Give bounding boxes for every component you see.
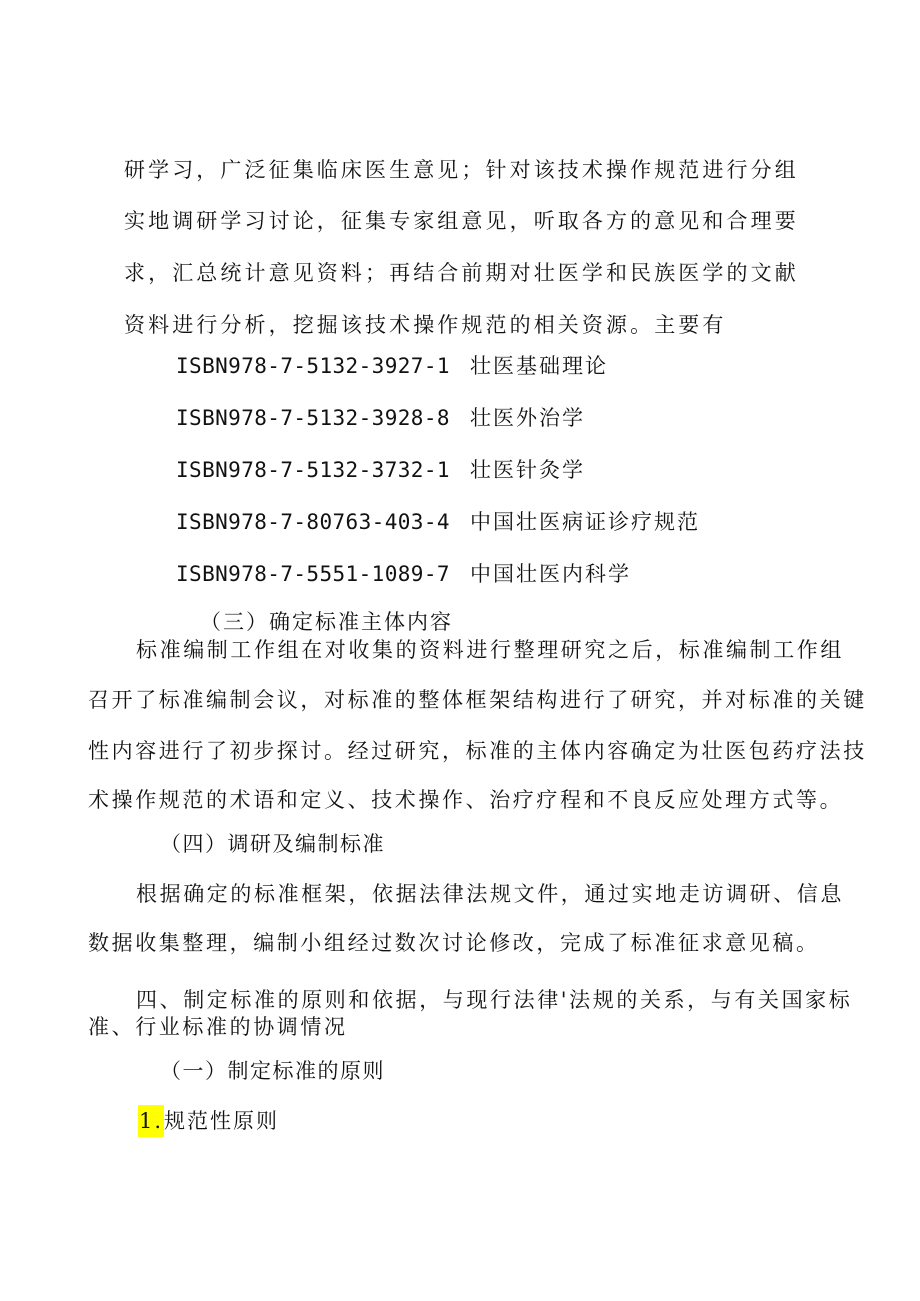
reference-isbn: ISBN978-7-5551-1089-7 [176,562,450,586]
reference-title: 中国壮医内科学 [470,562,631,586]
item-label: 规范性原则 [164,1109,280,1133]
section-four-heading: （四）调研及编制标准 [160,832,385,856]
reference-title: 壮医外治学 [470,406,585,430]
principles-heading: （一）制定标准的原则 [160,1059,385,1083]
section-three-heading: （三）确定标准主体内容 [200,610,453,634]
part-four-title-line: 准、行业标准的协调情况 [88,1015,348,1039]
intro-line: 研学习，广泛征集临床医生意见；针对该技术操作规范进行分组 [124,158,799,182]
paragraph-line: 标准编制工作组在对收集的资料进行整理研究之后，标准编制工作组 [136,638,844,662]
reference-title: 中国壮医病证诊疗规范 [470,510,700,534]
paragraph-line: 召开了标准编制会议，对标准的整体框架结构进行了研究，并对标准的关键 [88,688,867,712]
reference-isbn: ISBN978-7-80763-403-4 [176,510,450,534]
paragraph-line: 性内容进行了初步探讨。经过研究，标准的主体内容确定为壮医包药疗法技 [88,739,867,763]
clipped-reference-row [0,556,920,586]
part-four-title-line: 四、制定标准的原则和依据，与现行法律'法规的关系，与有关国家标 [136,988,853,1012]
intro-line: 求，汇总统计意见资料；再结合前期对壮医学和民族医学的文献 [124,261,799,285]
reference-isbn: ISBN978-7-5132-3732-1 [176,458,450,482]
reference-title: 壮医针灸学 [470,458,585,482]
reference-title: 壮医基础理论 [470,354,608,378]
reference-isbn: ISBN978-7-5132-3928-8 [176,406,450,430]
paragraph-line: 术操作规范的术语和定义、技术操作、治疗疗程和不良反应处理方式等。 [88,788,844,812]
paragraph-line: 数据收集整理，编制小组经过数次讨论修改，完成了标准征求意见稿。 [88,931,820,955]
paragraph-line: 根据确定的标准框架，依据法律法规文件，通过实地走访调研、信息 [136,882,844,906]
clipped-heading [0,605,920,634]
intro-line: 资料进行分析，挖掘该技术操作规范的相关资源。主要有 [124,313,727,337]
principle-item-one [138,1107,279,1135]
intro-line: 实地调研学习讨论，征集专家组意见，听取各方的意见和合理要 [124,209,799,233]
reference-isbn: ISBN978-7-5132-3927-1 [176,354,450,378]
item-number-highlight: 1. [138,1105,164,1137]
